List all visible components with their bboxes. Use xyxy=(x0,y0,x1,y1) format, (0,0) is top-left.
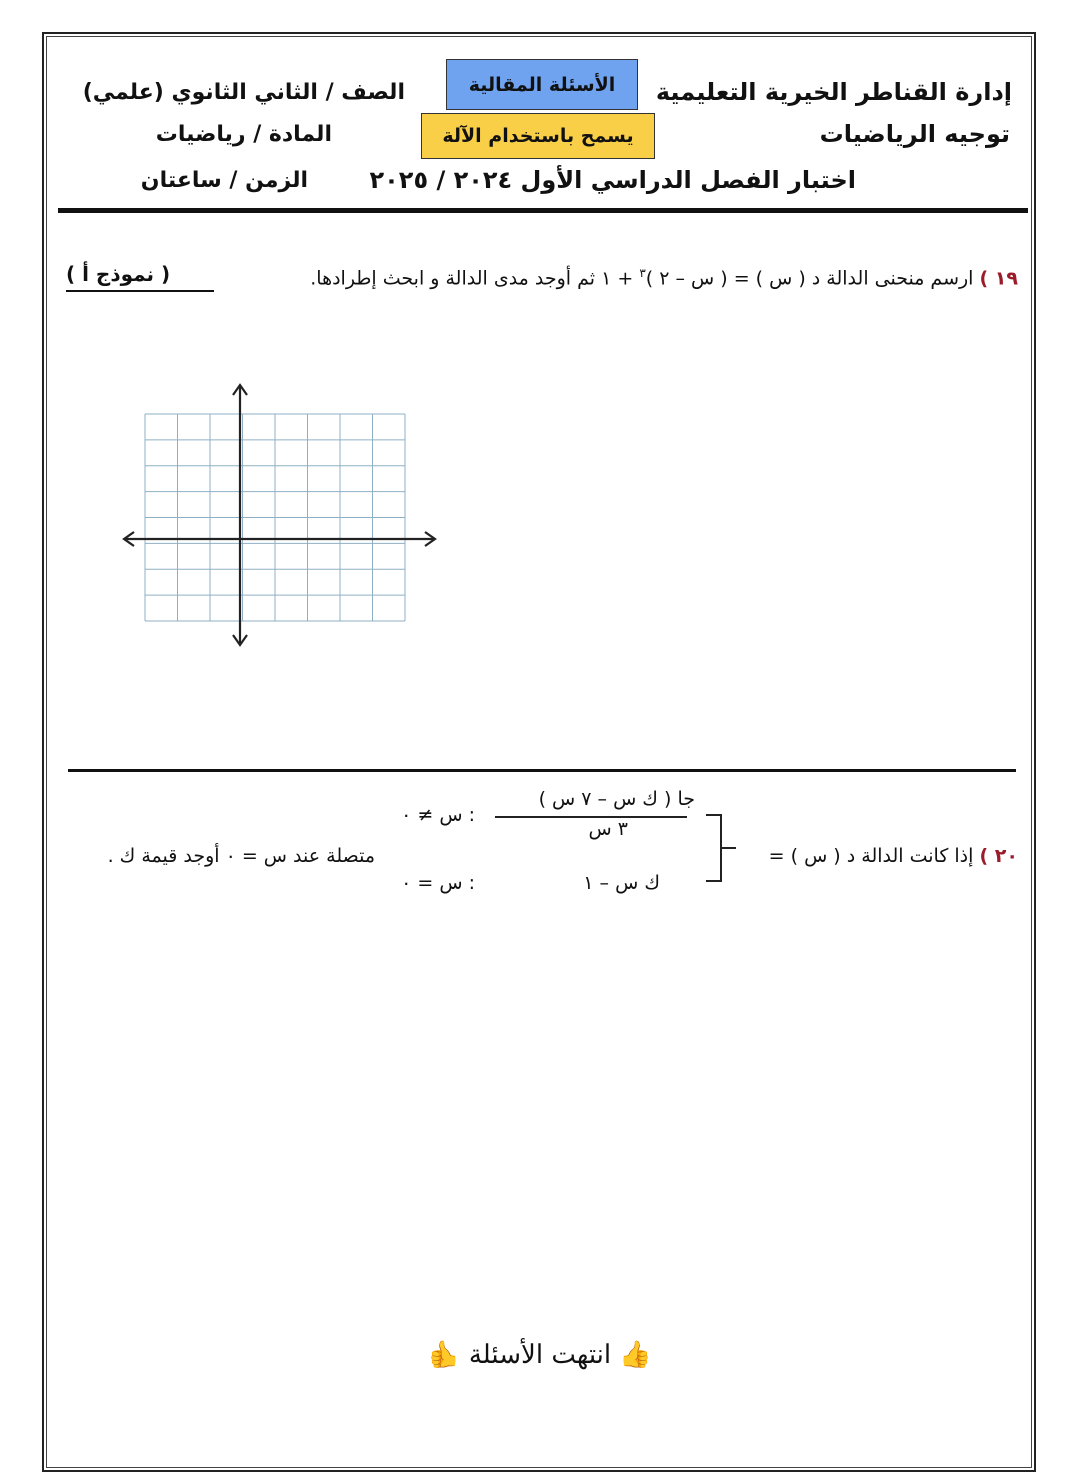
question-19 xyxy=(310,266,1018,289)
page-border-inner xyxy=(46,36,1032,1468)
school-administration-title: إدارة القناطر الخيرية التعليمية xyxy=(655,78,1012,106)
thumbs-up-icon: 👍 xyxy=(428,1340,461,1370)
calculator-allowed-badge xyxy=(421,113,655,159)
piecewise-brace xyxy=(706,814,722,882)
coordinate-grid[interactable] xyxy=(110,375,450,655)
x-axis xyxy=(124,532,435,546)
exam-title: اختبار الفصل الدراسي الأول ٢٠٢٤ / ٢٠٢٥ xyxy=(369,166,856,194)
y-axis xyxy=(233,385,247,645)
piecewise-brace-tip xyxy=(722,847,736,849)
case1-denominator: ٣ س xyxy=(588,818,628,840)
calculator-allowed-label: يسمح باستخدام الآلة xyxy=(442,125,634,147)
case2-expression: ك س – ١ xyxy=(583,872,660,894)
grade-label: الصف / الثاني الثانوي (علمي) xyxy=(82,80,405,105)
thumbs-up-icon: 👍 xyxy=(619,1340,652,1370)
essay-questions-badge xyxy=(446,59,638,110)
case2-condition: : س = ٠ xyxy=(401,872,475,894)
case1-condition: : س ≠ ٠ xyxy=(401,804,475,826)
model-label: ( نموذج أ ) xyxy=(66,262,214,292)
subject-label: المادة / رياضيات xyxy=(155,122,332,147)
grid-lines xyxy=(145,414,405,621)
question-19-text-after: + ١ ثم أوجد مدى الدالة و ابحث إطرادها. xyxy=(310,267,634,290)
question-20-intro-text: إذا كانت الدالة د ( س ) = xyxy=(768,845,974,867)
question-19-number: ١٩ ) xyxy=(979,267,1018,290)
header-divider xyxy=(58,208,1028,213)
end-of-questions xyxy=(0,1340,1080,1370)
question-20-number: ٢٠ ) xyxy=(979,845,1018,867)
end-of-questions-text: انتهت الأسئلة xyxy=(468,1340,612,1370)
question-19-text-before: ارسم منحنى الدالة د ( س ) = ( س – ٢ ) xyxy=(645,267,974,290)
question-19-exponent: ٣ xyxy=(639,266,646,280)
question-20-intro xyxy=(769,845,1018,867)
case1-numerator: جا ( ك س – ٧ س ) xyxy=(538,788,695,810)
question-20-tail: متصلة عند س = ٠ أوجد قيمة ك . xyxy=(107,845,375,867)
time-label: الزمن / ساعتان xyxy=(140,168,308,193)
math-department-title: توجيه الرياضيات xyxy=(819,120,1010,148)
essay-questions-label: الأسئلة المقالية xyxy=(468,73,616,96)
section-divider xyxy=(68,769,1016,772)
